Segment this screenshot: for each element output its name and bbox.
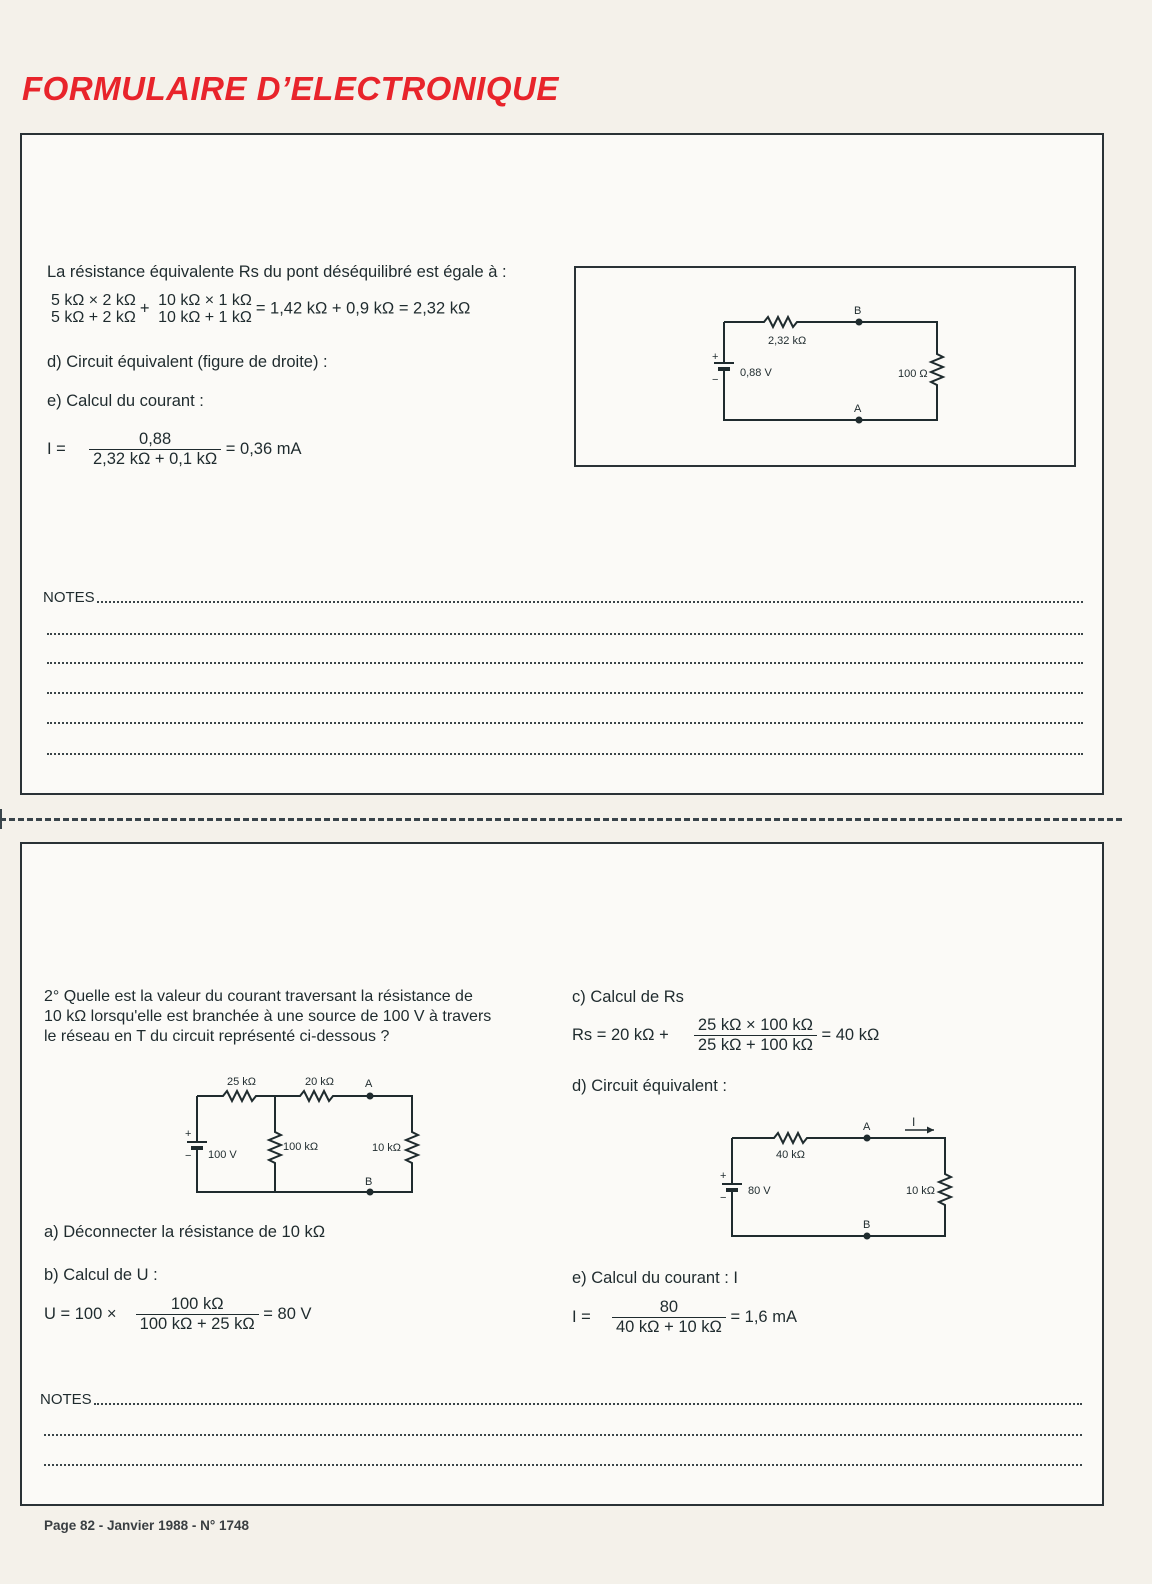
notes-line [47,753,1083,755]
r-100k-label: 100 kΩ [283,1141,319,1153]
source-label: 80 V [748,1185,771,1197]
card1-rs-equation: 5 kΩ × 2 kΩ 5 kΩ + 2 kΩ + 10 kΩ × 1 kΩ 10 kΩ + 1 kΩ = 1,42 kΩ + 0,9 kΩ = 2,32 kΩ [51,292,471,326]
u-equation: U = 100 × $\frac{100 k\Omega}{100 k\Omega + 25 k\Omega}$ = 80 V [44,1295,312,1333]
plus-sign: + [720,1170,727,1182]
node-b-label: B [365,1176,373,1188]
card1-intro: La résistance équivalente Rs du pont déséquilibré est égale à : [47,263,507,281]
card2-notes [40,1390,1082,1408]
plus-sign: + [185,1128,192,1140]
r-10k-label: 10 kΩ [372,1142,402,1154]
r2-label: 100 Ω [898,368,928,380]
plus-sign: + [712,351,719,363]
card2-item-b: b) Calcul de U : [44,1266,158,1284]
r-40k-label: 40 kΩ [776,1149,806,1161]
card1-current-equation: I = $\frac{0,88}{2,32 k\Omega + 0,1 k\Omega}$ = 0,36 mA [47,430,302,468]
r-25k-label: 25 kΩ [227,1076,257,1088]
card1-notes [43,588,1083,606]
source-label: 0,88 V [740,367,772,379]
card2-item-c: c) Calcul de Rs [572,988,684,1006]
rs-equation: Rs = 20 kΩ + $\frac{25 k\Omega \times 100 k\Omega}{25 k\Omega + 100 k\Omega}$ = 40 kΩ [572,1016,880,1054]
page-title: FORMULAIRE D’ELECTRONIQUE [22,70,559,107]
card2-current-equation: I = $\frac{80}{40 k\Omega + 10 k\Omega}$ = 1,6 mA [572,1298,797,1336]
card1-circuit-figure [574,266,1076,467]
card2-item-a: a) Déconnecter la résistance de 10 kΩ [44,1223,326,1241]
node-b-label: B [854,305,862,317]
node-a-label: A [365,1078,373,1090]
notes-line [47,633,1083,635]
notes-line [44,1434,1082,1436]
notes-label: NOTES [40,1391,92,1408]
cut-line [0,818,1122,821]
scissors-mark [0,809,14,829]
r-20k-label: 20 kΩ [305,1076,335,1088]
question-text: 2° Quelle est la valeur du courant traversant la résistance de 10 kΩ lorsqu'elle est branchée à une source de 100 V à travers le réseau en T du circuit représenté ci-dessous ? [44,988,492,1045]
t-network-circuit [175,1070,435,1200]
page-footer: Page 82 - Janvier 1988 - N° 1748 [44,1518,250,1533]
card2-item-d: d) Circuit équivalent : [572,1077,727,1095]
notes-label: NOTES [43,589,95,606]
node-a-label: A [854,403,862,415]
r-10k-label: 10 kΩ [906,1185,936,1197]
card1-circuit-diagram [576,268,1074,465]
minus-sign: − [712,374,719,386]
notes-line [47,662,1083,664]
notes-line [47,722,1083,724]
r1-label: 2,32 kΩ [768,335,807,347]
minus-sign: − [720,1192,727,1204]
node-a-label: A [863,1121,871,1133]
node-b-label: B [863,1219,871,1231]
card1-item-e: e) Calcul du courant : [47,392,204,410]
minus-sign: − [185,1150,192,1162]
notes-line [97,601,1083,603]
equivalent-circuit [710,1112,970,1242]
current-label: I [912,1115,916,1129]
card2-item-e: e) Calcul du courant : I [572,1269,738,1287]
notes-line [47,692,1083,694]
source-label: 100 V [208,1149,237,1161]
card1-item-d: d) Circuit équivalent (figure de droite) : [47,353,328,371]
notes-line [44,1464,1082,1466]
notes-line [94,1403,1082,1405]
